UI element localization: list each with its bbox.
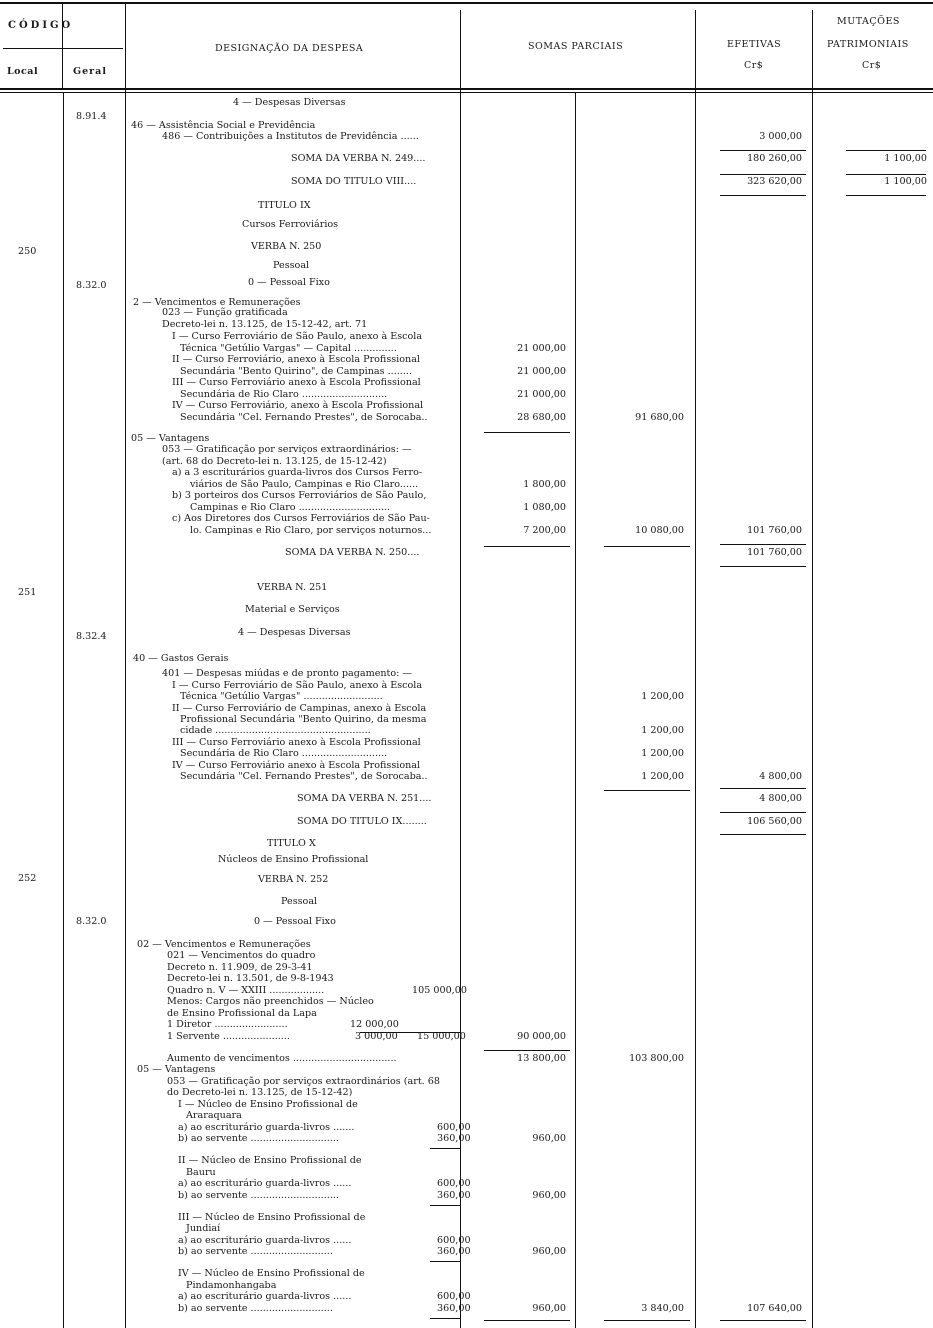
header-codigo: CÓDIGO bbox=[8, 20, 74, 31]
header-designacao: DESIGNAÇÃO DA DESPESA bbox=[215, 43, 364, 54]
row-text: SOMA DA VERBA N. 251.... bbox=[297, 793, 432, 804]
parcial-total: 1 200,00 bbox=[641, 691, 684, 702]
row-text: Técnica "Getúlio Vargas" — Capital .............. bbox=[180, 343, 397, 354]
row-text: 4 — Despesas Diversas bbox=[238, 627, 351, 638]
parcial-amount: 960,00 bbox=[532, 1190, 566, 1201]
row-text: Pindamonhangaba bbox=[186, 1280, 277, 1291]
header-local: Local bbox=[7, 66, 39, 77]
row-text: a) ao escriturário guarda-livros ...... bbox=[178, 1291, 352, 1302]
row-text: 4 — Despesas Diversas bbox=[233, 97, 346, 108]
code-local: 251 bbox=[18, 587, 37, 598]
row-text: Jundiaí bbox=[186, 1223, 221, 1234]
row-text: I — Curso Ferroviário de São Paulo, anexo à Escola bbox=[172, 331, 423, 342]
row-text: 023 — Função gratificada bbox=[162, 307, 288, 318]
row-text: Secundária de Rio Claro ............................ bbox=[180, 748, 388, 759]
row-text: b) 3 porteiros dos Cursos Ferroviários de São Paulo, bbox=[172, 490, 427, 501]
row-text: lo. Campinas e Rio Claro, por serviços noturnos... bbox=[190, 525, 432, 536]
efetivas-amount: 101 760,00 bbox=[747, 525, 802, 536]
inline-amount: 105 000,00 bbox=[412, 985, 467, 996]
parcial-amount: 960,00 bbox=[532, 1133, 566, 1144]
parcial-amount: 7 200,00 bbox=[523, 525, 566, 536]
parcial-amount: 1 080,00 bbox=[523, 502, 566, 513]
row-text: b) ao servente ........................... bbox=[178, 1246, 333, 1257]
parcial-total: 3 840,00 bbox=[641, 1303, 684, 1314]
row-text: 1 Servente ...................... bbox=[167, 1031, 290, 1042]
row-text: b) ao servente ............................. bbox=[178, 1190, 339, 1201]
row-text: TITULO IX bbox=[258, 200, 311, 211]
parcial-amount: 960,00 bbox=[532, 1246, 566, 1257]
row-text: 40 — Gastos Gerais bbox=[133, 653, 229, 664]
parcial-amount: 13 800,00 bbox=[517, 1053, 566, 1064]
row-text: 02 — Vencimentos e Remunerações bbox=[137, 939, 311, 950]
row-text: 486 — Contribuições a Institutos de Previdência ...... bbox=[162, 131, 419, 142]
inline-amount: 360,00 bbox=[437, 1246, 471, 1257]
row-text: Menos: Cargos não preenchidos — Núcleo bbox=[167, 996, 374, 1007]
row-text: II — Núcleo de Ensino Profissional de bbox=[178, 1155, 362, 1166]
efetivas-amount: 4 800,00 bbox=[759, 771, 802, 782]
inline-amount: 360,00 bbox=[437, 1133, 471, 1144]
row-text: viários de São Paulo, Campinas e Rio Claro...... bbox=[190, 479, 419, 490]
parcial-total: 91 680,00 bbox=[635, 412, 684, 423]
row-text: a) a 3 escriturários guarda-livros dos Cursos Ferro- bbox=[172, 467, 423, 478]
row-text: de Ensino Profissional da Lapa bbox=[167, 1008, 317, 1019]
row-text: Bauru bbox=[186, 1167, 216, 1178]
row-text: a) ao escriturário guarda-livros ...... bbox=[178, 1235, 352, 1246]
row-text: SOMA DA VERBA N. 249.... bbox=[291, 153, 426, 164]
inline-amount: 600,00 bbox=[437, 1122, 471, 1133]
row-text: a) ao escriturário guarda-livros ...... bbox=[178, 1178, 352, 1189]
header-mutacoes-unit: Cr$ bbox=[862, 60, 882, 71]
header-geral: Geral bbox=[73, 66, 107, 77]
parcial-amount: 960,00 bbox=[532, 1303, 566, 1314]
parcial-amount: 21 000,00 bbox=[517, 389, 566, 400]
inline-amount: 360,00 bbox=[437, 1190, 471, 1201]
inline-amount: 600,00 bbox=[437, 1291, 471, 1302]
parcial-amount: 21 000,00 bbox=[517, 343, 566, 354]
code-geral: 8.32.0 bbox=[76, 280, 107, 291]
row-text: 05 — Vantagens bbox=[137, 1064, 216, 1075]
row-text: c) Aos Diretores dos Cursos Ferroviários de São Pau- bbox=[172, 513, 430, 524]
row-text: Núcleos de Ensino Profissional bbox=[218, 854, 369, 865]
row-text: Pessoal bbox=[281, 896, 318, 907]
row-text: VERBA N. 251 bbox=[257, 582, 328, 593]
parcial-amount: 90 000,00 bbox=[517, 1031, 566, 1042]
row-text: I — Núcleo de Ensino Profissional de bbox=[178, 1099, 358, 1110]
row-text: 46 — Assistência Social e Previdência bbox=[131, 120, 316, 131]
row-text: 053 — Gratificação por serviços extraordinários (art. 68 bbox=[167, 1076, 440, 1087]
inline-amount: 3 000,00 bbox=[355, 1031, 398, 1042]
row-text: 0 — Pessoal Fixo bbox=[254, 916, 336, 927]
row-text: Técnica "Getúlio Vargas" .......................... bbox=[180, 691, 383, 702]
row-text: b) ao servente ........................... bbox=[178, 1303, 333, 1314]
parcial-amount: 1 800,00 bbox=[523, 479, 566, 490]
row-text: VERBA N. 250 bbox=[251, 241, 322, 252]
parcial-total: 1 200,00 bbox=[641, 748, 684, 759]
parcial-total: 1 200,00 bbox=[641, 771, 684, 782]
row-text: Secundária "Bento Quirino", de Campinas ........ bbox=[180, 366, 413, 377]
inline-amount: 600,00 bbox=[437, 1235, 471, 1246]
inline-amount: 15 000,00 bbox=[417, 1031, 466, 1042]
row-text: Material e Serviços bbox=[245, 604, 340, 615]
row-text: SOMA DO TITULO VIII.... bbox=[291, 176, 417, 187]
code-local: 252 bbox=[18, 873, 37, 884]
efetivas-amount: 180 260,00 bbox=[747, 153, 802, 164]
row-text: do Decreto-lei n. 13.125, de 15-12-42) bbox=[167, 1087, 353, 1098]
mutacoes-amount: 1 100,00 bbox=[884, 176, 927, 187]
code-geral: 8.32.4 bbox=[76, 631, 107, 642]
row-text: Quadro n. V — XXIII .................. bbox=[167, 985, 325, 996]
row-text: 021 — Vencimentos do quadro bbox=[167, 950, 316, 961]
mutacoes-amount: 1 100,00 bbox=[884, 153, 927, 164]
parcial-total: 103 800,00 bbox=[629, 1053, 684, 1064]
parcial-amount: 28 680,00 bbox=[517, 412, 566, 423]
code-geral: 8.32.0 bbox=[76, 916, 107, 927]
header-efetivas-unit: Cr$ bbox=[744, 60, 764, 71]
efetivas-amount: 101 760,00 bbox=[747, 547, 802, 558]
row-text: 1 Diretor ........................ bbox=[167, 1019, 288, 1030]
row-text: Secundária de Rio Claro ............................ bbox=[180, 389, 388, 400]
row-text: Secundária "Cel. Fernando Prestes", de Sorocaba.. bbox=[180, 412, 428, 423]
header-mutacoes: MUTAÇÕES bbox=[837, 16, 900, 27]
efetivas-amount: 106 560,00 bbox=[747, 816, 802, 827]
code-local: 250 bbox=[18, 246, 37, 257]
row-text: I — Curso Ferroviário de São Paulo, anexo à Escola bbox=[172, 680, 423, 691]
efetivas-amount: 3 000,00 bbox=[759, 131, 802, 142]
header-efetivas: EFETIVAS bbox=[727, 39, 782, 50]
row-text: 0 — Pessoal Fixo bbox=[248, 277, 330, 288]
row-text: III — Curso Ferroviário anexo à Escola Profissional bbox=[172, 737, 421, 748]
row-text: Campinas e Rio Claro .............................. bbox=[190, 502, 391, 513]
row-text: Aumento de vencimentos .................................. bbox=[167, 1053, 397, 1064]
row-text: 05 — Vantagens bbox=[131, 433, 210, 444]
parcial-amount: 21 000,00 bbox=[517, 366, 566, 377]
row-text: Secundária "Cel. Fernando Prestes", de Sorocaba.. bbox=[180, 771, 428, 782]
row-text: a) ao escriturário guarda-livros ....... bbox=[178, 1122, 355, 1133]
row-text: III — Curso Ferroviário anexo à Escola Profissional bbox=[172, 377, 421, 388]
row-text: Decreto-lei n. 13.125, de 15-12-42, art. 71 bbox=[162, 319, 368, 330]
row-text: Pessoal bbox=[273, 260, 310, 271]
row-text: Araraquara bbox=[186, 1110, 242, 1121]
header-somas-parciais: SOMAS PARCIAIS bbox=[528, 41, 624, 52]
row-text: VERBA N. 252 bbox=[258, 874, 329, 885]
inline-amount: 360,00 bbox=[437, 1303, 471, 1314]
parcial-total: 1 200,00 bbox=[641, 725, 684, 736]
code-geral: 8.91.4 bbox=[76, 111, 107, 122]
row-text: Cursos Ferroviários bbox=[242, 219, 339, 230]
parcial-total: 10 080,00 bbox=[635, 525, 684, 536]
efetivas-amount: 323 620,00 bbox=[747, 176, 802, 187]
inline-amount: 12 000,00 bbox=[350, 1019, 399, 1030]
row-text: (art. 68 do Decreto-lei n. 13.125, de 15-12-42) bbox=[162, 456, 387, 467]
row-text: 053 — Gratificação por serviços extraordinários: — bbox=[162, 444, 412, 455]
efetivas-amount: 4 800,00 bbox=[759, 793, 802, 804]
row-text: 401 — Despesas miúdas e de pronto pagamento: — bbox=[162, 668, 413, 679]
row-text: II — Curso Ferroviário de Campinas, anexo à Escola bbox=[172, 703, 427, 714]
header-patrimoniais: PATRIMONIAIS bbox=[827, 39, 909, 50]
row-text: Decreto-lei n. 13.501, de 9-8-1943 bbox=[167, 973, 334, 984]
row-text: SOMA DA VERBA N. 250.... bbox=[285, 547, 420, 558]
row-text: TITULO X bbox=[267, 838, 316, 849]
row-text: IV — Núcleo de Ensino Profissional de bbox=[178, 1268, 365, 1279]
row-text: 2 — Vencimentos e Remunerações bbox=[133, 297, 301, 308]
row-text: b) ao servente ............................. bbox=[178, 1133, 339, 1144]
row-text: II — Curso Ferroviário, anexo à Escola Profissional bbox=[172, 354, 420, 365]
row-text: cidade ................................................... bbox=[180, 725, 371, 736]
inline-amount: 600,00 bbox=[437, 1178, 471, 1189]
row-text: Profissional Secundária "Bento Quirino, da mesma bbox=[180, 714, 427, 725]
row-text: III — Núcleo de Ensino Profissional de bbox=[178, 1212, 366, 1223]
efetivas-amount: 107 640,00 bbox=[747, 1303, 802, 1314]
row-text: IV — Curso Ferroviário anexo à Escola Profissional bbox=[172, 760, 421, 771]
row-text: Decreto n. 11.909, de 29-3-41 bbox=[167, 962, 313, 973]
row-text: SOMA DO TITULO IX........ bbox=[297, 816, 427, 827]
row-text: IV — Curso Ferroviário, anexo à Escola Profissional bbox=[172, 400, 424, 411]
